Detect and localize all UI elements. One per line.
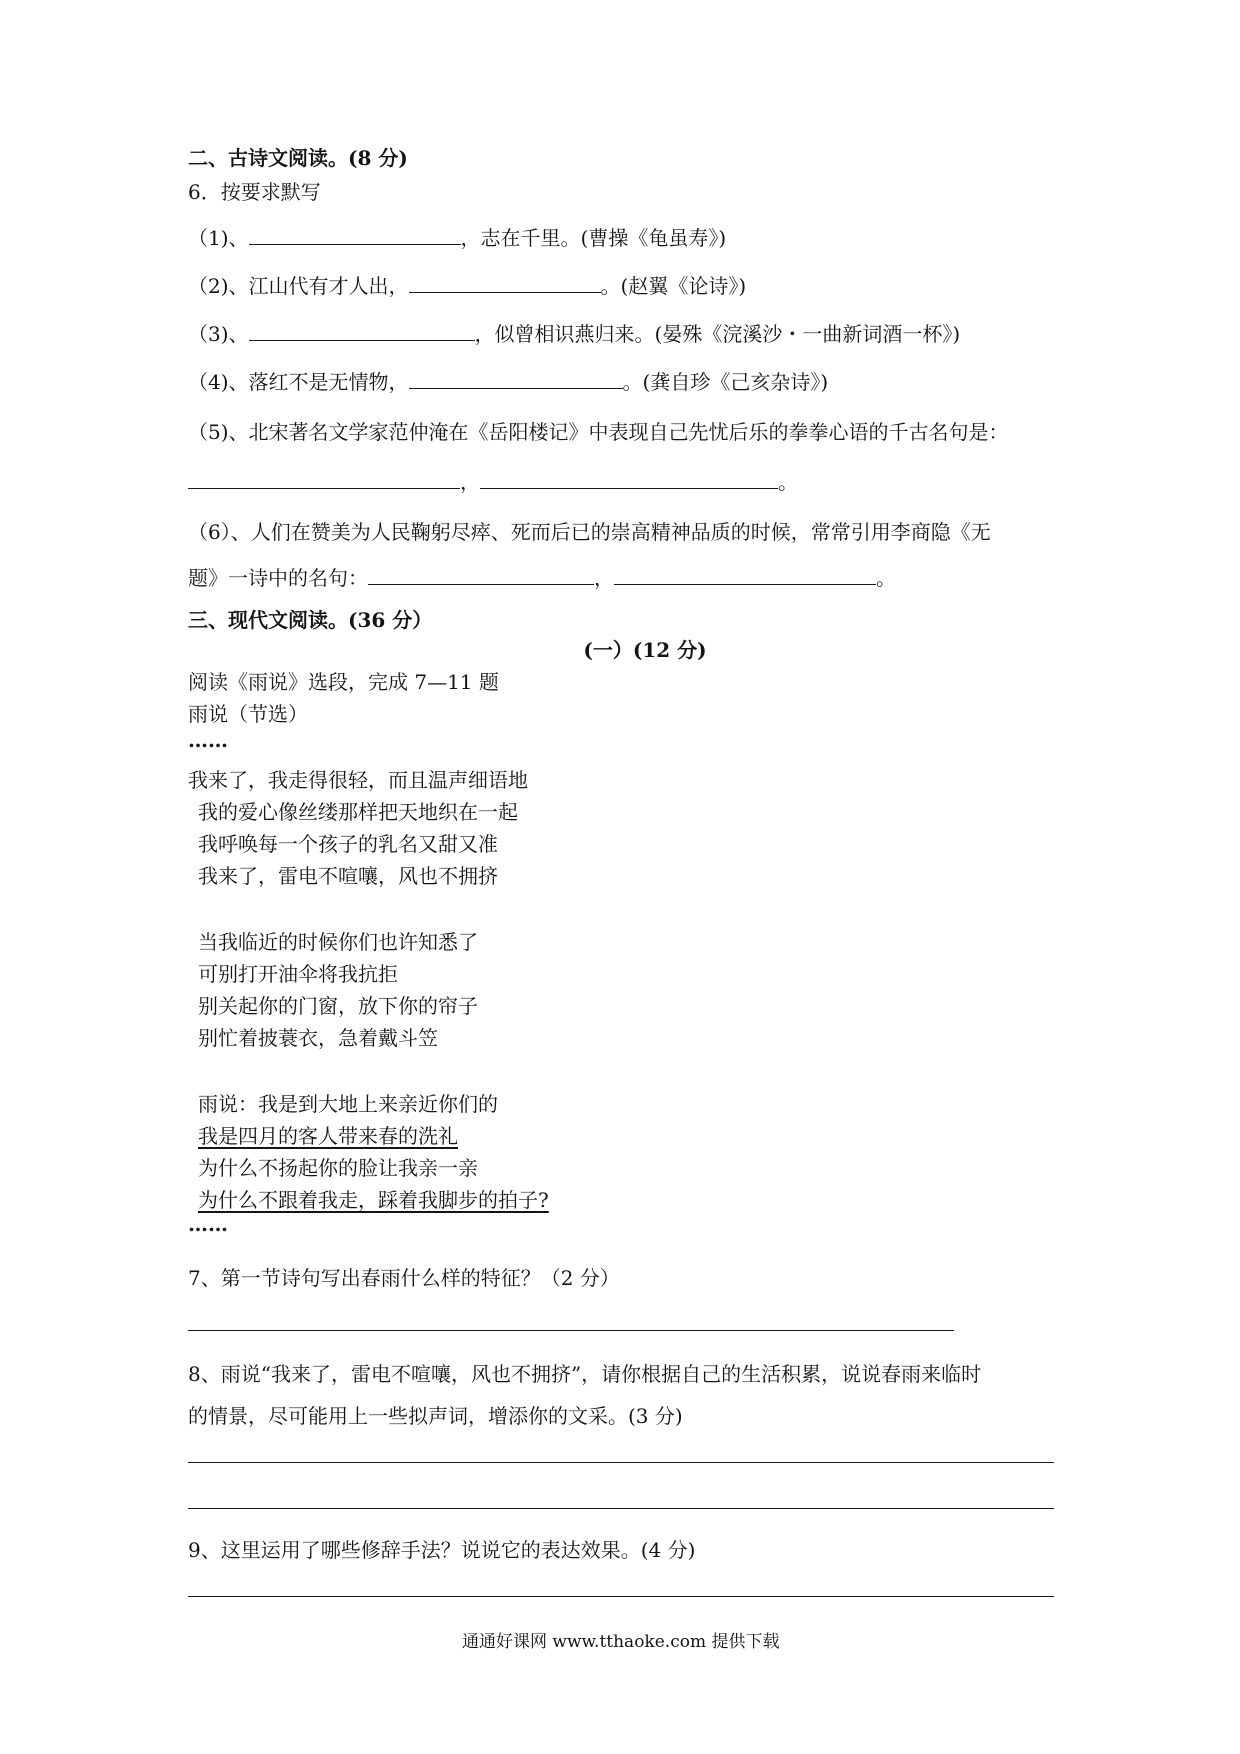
poem-line: 别关起你的门窗，放下你的帘子	[198, 994, 478, 1018]
answer-line[interactable]	[188, 1462, 1054, 1463]
poem-line: 我来了，雷电不喧嚷，风也不拥挤	[198, 864, 498, 888]
item-6-2	[188, 274, 746, 298]
part-1-heading: (一）(12 分)	[583, 638, 707, 662]
poem-line: 别忙着披蓑衣，急着戴斗笠	[198, 1026, 438, 1050]
item-6-3-prefix: （3)、	[188, 322, 249, 346]
poem-line: 我的爱心像丝缕那样把天地织在一起	[198, 800, 518, 824]
answer-blank[interactable]	[249, 226, 461, 245]
question-6-heading: 6．按要求默写	[188, 180, 321, 204]
item-6-1-prefix: （1)、	[188, 226, 249, 250]
answer-blank[interactable]	[249, 322, 475, 341]
poem-line: 我来了，我走得很轻，而且温声细语地	[188, 768, 528, 792]
item-6-2-prefix: （2)、江山代有才人出，	[188, 274, 409, 298]
item-6-4-text: 。(龚自珍《己亥杂诗》)	[622, 370, 829, 394]
section-2-title: 二、古诗文阅读。(8 分)	[188, 146, 408, 170]
poem-line-underlined: 为什么不跟着我走，踩着我脚步的拍子?	[198, 1188, 549, 1212]
item-6-1	[188, 226, 726, 250]
answer-blank[interactable]	[368, 566, 594, 585]
ellipsis-bottom: ……	[188, 1212, 228, 1236]
answer-blank[interactable]	[614, 566, 876, 585]
answer-line[interactable]	[188, 1596, 1054, 1597]
comma: ，	[460, 470, 480, 494]
answer-blank[interactable]	[409, 274, 601, 293]
item-6-3-text: ，似曾相识燕归来。(晏殊《浣溪沙・一曲新词酒一杯》)	[474, 322, 961, 346]
item-6-4-prefix: （4)、落红不是无情物，	[188, 370, 409, 394]
reading-intro: 阅读《雨说》选段，完成 7—11 题	[188, 670, 499, 694]
item-6-6-text: 题》一诗中的名句：	[188, 566, 368, 590]
comma: ，	[594, 566, 614, 590]
item-6-2-text: 。(赵翼《论诗》)	[600, 274, 747, 298]
poem-line: 为什么不扬起你的脸让我亲一亲	[198, 1156, 478, 1180]
poem-title: 雨说（节选）	[188, 702, 308, 726]
question-8-line-1: 8、雨说“我来了，雷电不喧嚷，风也不拥挤”，请你根据自己的生活积累，说说春雨来临时	[188, 1362, 982, 1386]
period: 。	[778, 470, 798, 494]
footer-text: 通通好课网 www.tthaoke.com 提供下载	[462, 1632, 780, 1652]
poem-line: 可别打开油伞将我抗拒	[198, 962, 398, 986]
poem-line-underlined: 我是四月的客人带来春的洗礼	[198, 1124, 458, 1148]
item-6-3	[188, 322, 960, 346]
answer-blank[interactable]	[409, 370, 623, 389]
poem-line: 我呼唤每一个孩子的乳名又甜又准	[198, 832, 498, 856]
question-8-line-2: 的情景，尽可能用上一些拟声词，增添你的文采。(3 分)	[188, 1404, 683, 1428]
item-6-5: （5)、北宋著名文学家范仲淹在《岳阳楼记》中表现自己先忧后乐的拳拳心语的千古名句是：	[188, 420, 1009, 444]
answer-line[interactable]	[188, 1330, 954, 1331]
question-9: 9、这里运用了哪些修辞手法？说说它的表达效果。(4 分)	[188, 1538, 696, 1562]
item-6-6: （6）、人们在赞美为人民鞠躬尽瘁、死而后已的崇高精神品质的时候，常常引用李商隐《无	[188, 520, 991, 544]
item-6-4	[188, 370, 828, 394]
period: 。	[876, 566, 896, 590]
question-7: 7、第一节诗句写出春雨什么样的特征？（2 分）	[188, 1266, 620, 1290]
answer-line[interactable]	[188, 1508, 1054, 1509]
item-6-6-answers	[188, 566, 896, 590]
section-3-title: 三、现代文阅读。(36 分）	[188, 608, 433, 632]
answer-blank[interactable]	[188, 470, 460, 489]
poem-line: 当我临近的时候你们也许知悉了	[198, 930, 478, 954]
item-6-5-answers	[188, 470, 798, 494]
ellipsis-top: ……	[188, 728, 228, 752]
item-6-1-text: ，志在千里。(曹操《龟虽寿》)	[460, 226, 727, 250]
answer-blank[interactable]	[480, 470, 778, 489]
poem-line: 雨说：我是到大地上来亲近你们的	[198, 1092, 498, 1116]
